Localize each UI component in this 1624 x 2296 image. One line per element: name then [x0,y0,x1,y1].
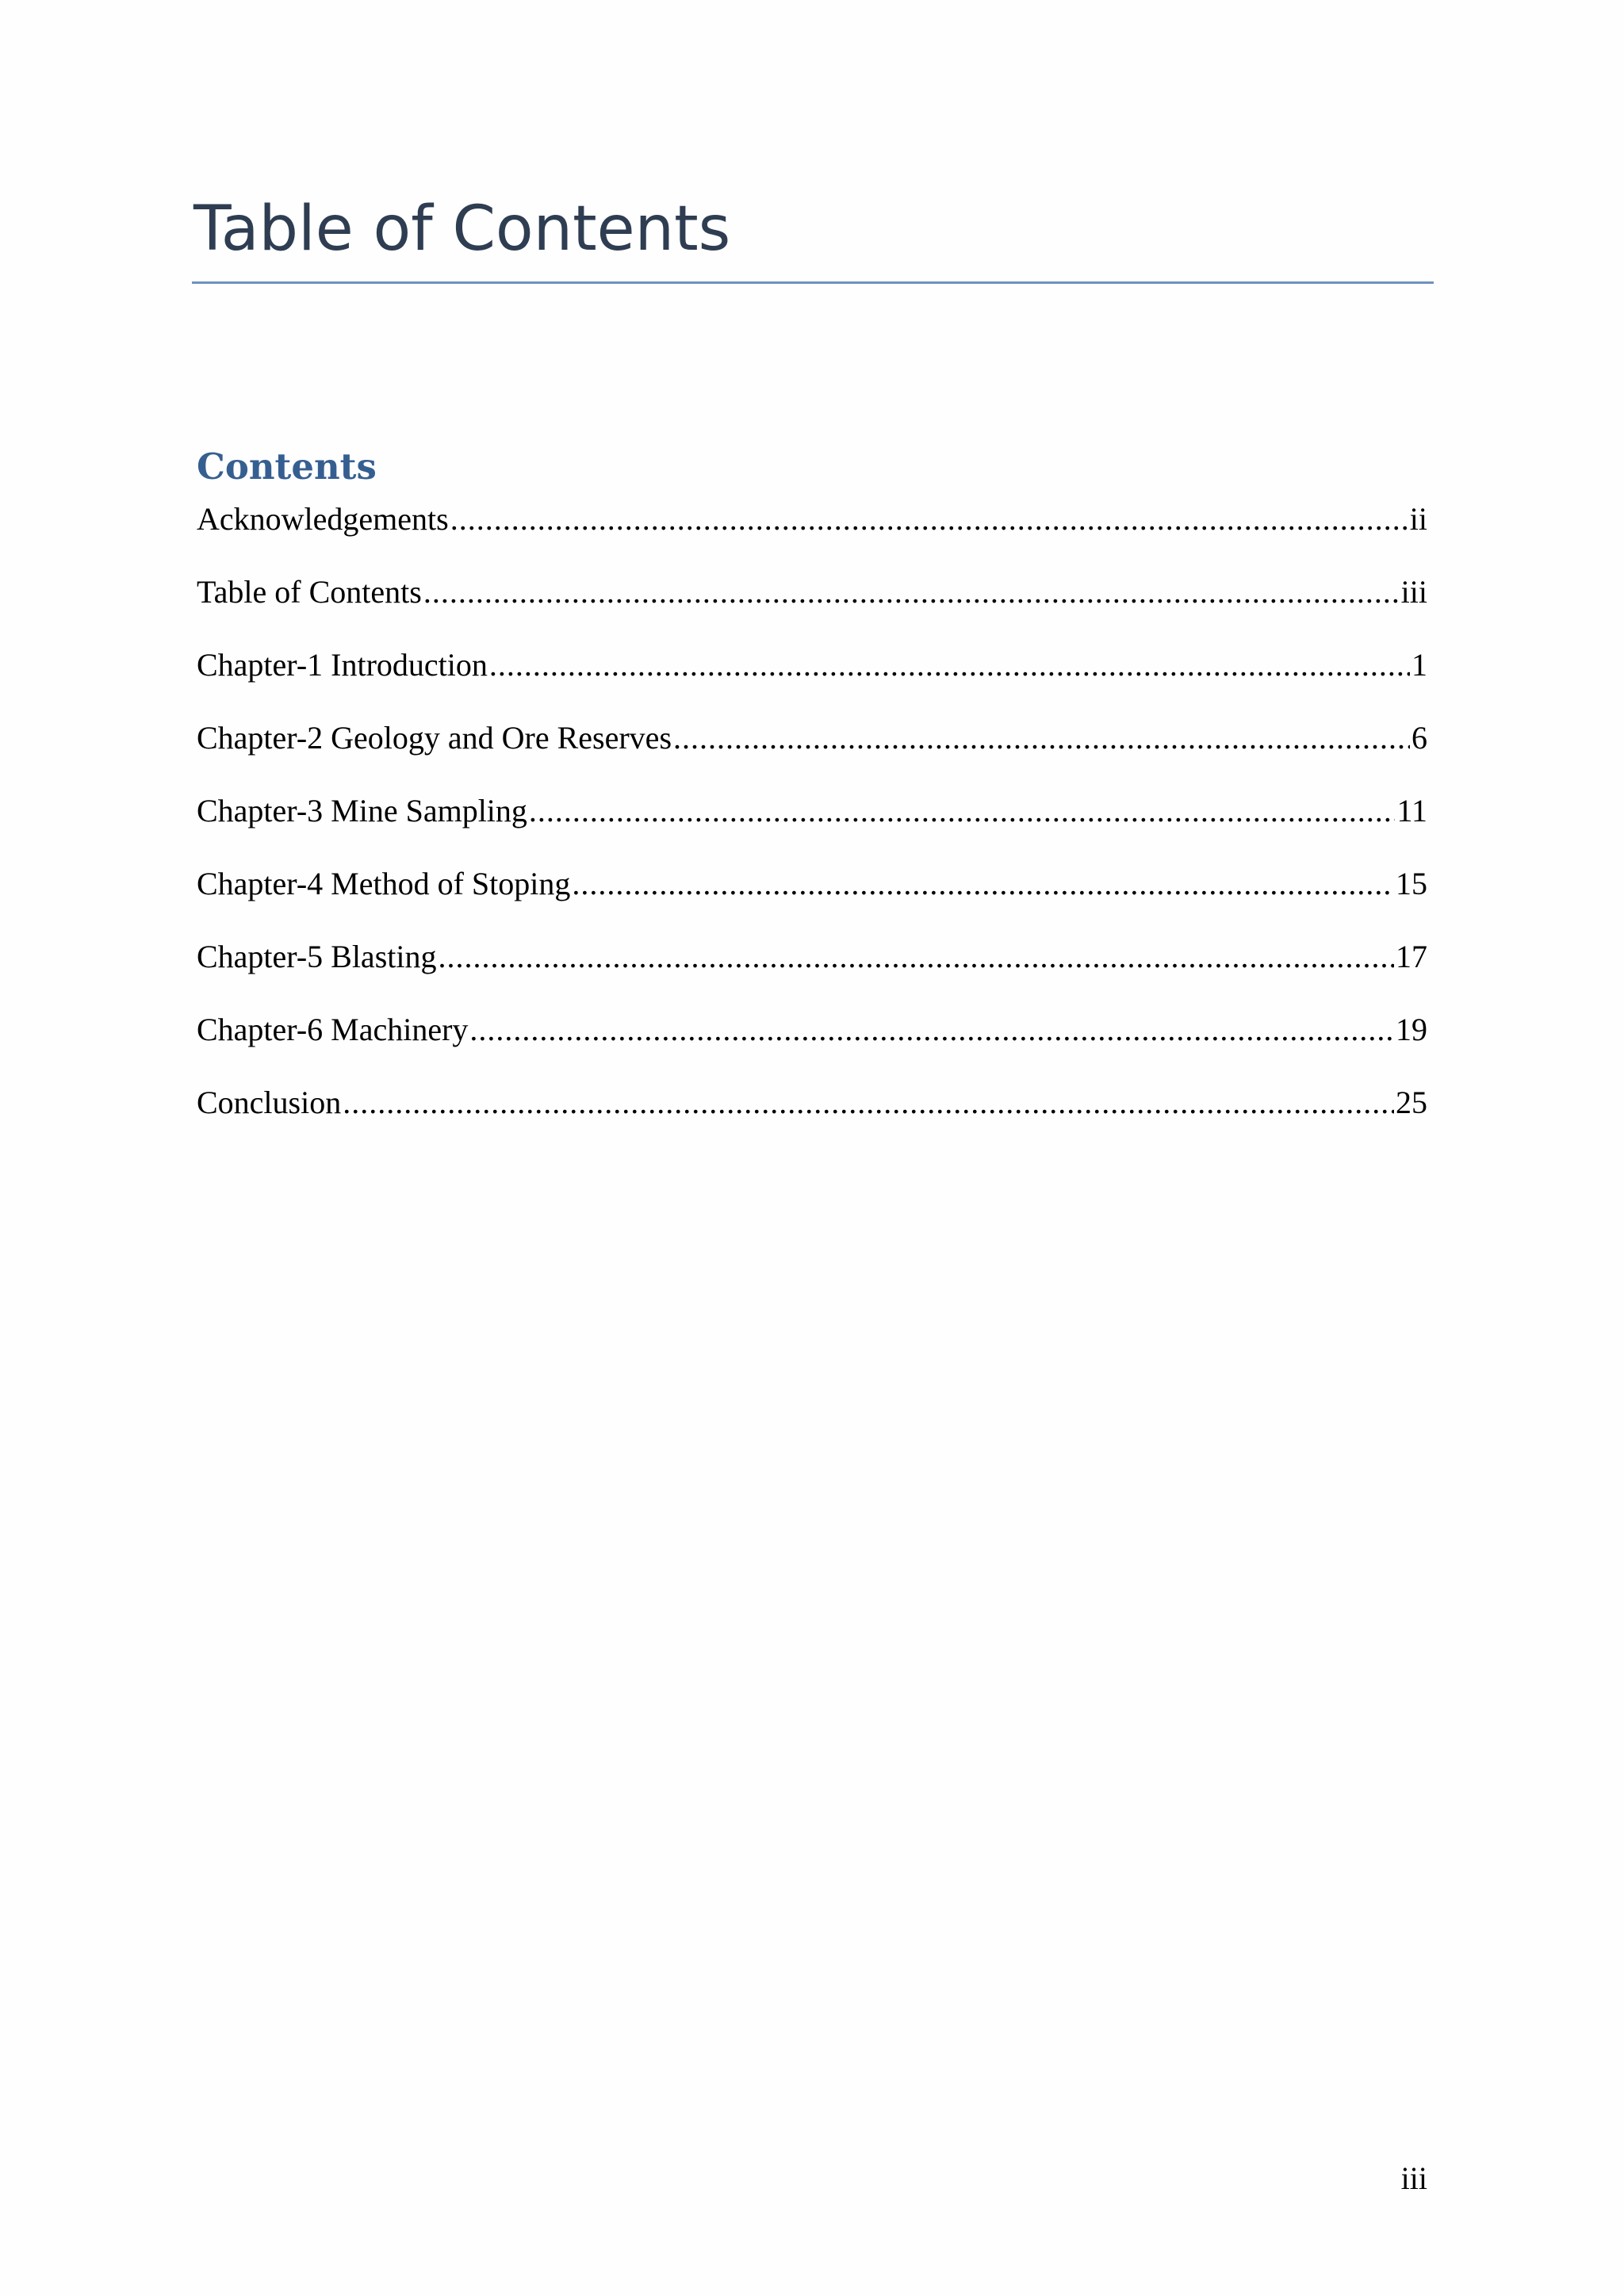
page-title: Table of Contents [193,193,731,265]
toc-entry-title: Table of Contents [197,574,422,610]
toc-dot-leader [673,718,1410,758]
toc-entry-title: Chapter-1 Introduction [197,647,488,683]
toc-dot-leader [529,791,1396,831]
toc-entry-chapter-1[interactable] [197,645,1427,718]
toc-entry-conclusion[interactable] [197,1083,1427,1156]
toc-list [197,499,1427,1156]
toc-entry-title: Conclusion [197,1085,342,1120]
toc-dot-leader [489,645,1410,685]
toc-dot-leader [450,499,1408,539]
toc-dot-leader [469,1010,1394,1050]
toc-dot-leader [343,1083,1394,1123]
toc-entry-page: 19 [1396,1012,1427,1047]
toc-entry-title: Chapter-6 Machinery [197,1012,469,1047]
toc-entry-title: Chapter-5 Blasting [197,939,437,974]
toc-entry-chapter-4[interactable] [197,864,1427,937]
toc-dot-leader [438,937,1394,977]
toc-entry-page: 11 [1396,793,1427,828]
toc-entry-page: iii [1400,574,1427,610]
toc-entry-page: 6 [1411,720,1427,756]
toc-entry-chapter-2[interactable] [197,718,1427,791]
footer-page-number: iii [1400,2160,1427,2196]
toc-entry-page: 15 [1396,866,1427,901]
toc-entry-page: 25 [1396,1085,1427,1120]
toc-entry-title: Acknowledgements [197,501,449,537]
contents-heading: Contents [197,446,377,488]
toc-entry-acknowledgements[interactable] [197,499,1427,572]
toc-entry-page: 17 [1396,939,1427,974]
toc-entry-page: ii [1409,501,1427,537]
toc-entry-table-of-contents[interactable] [197,572,1427,645]
toc-entry-title: Chapter-3 Mine Sampling [197,793,527,828]
toc-entry-page: 1 [1411,647,1427,683]
toc-entry-title: Chapter-2 Geology and Ore Reserves [197,720,672,756]
toc-entry-chapter-5[interactable] [197,937,1427,1010]
toc-dot-leader [423,572,1400,612]
toc-entry-chapter-3[interactable] [197,791,1427,864]
toc-entry-chapter-6[interactable] [197,1010,1427,1083]
toc-dot-leader [572,864,1394,904]
toc-entry-title: Chapter-4 Method of Stoping [197,866,571,901]
title-underline [192,281,1434,284]
